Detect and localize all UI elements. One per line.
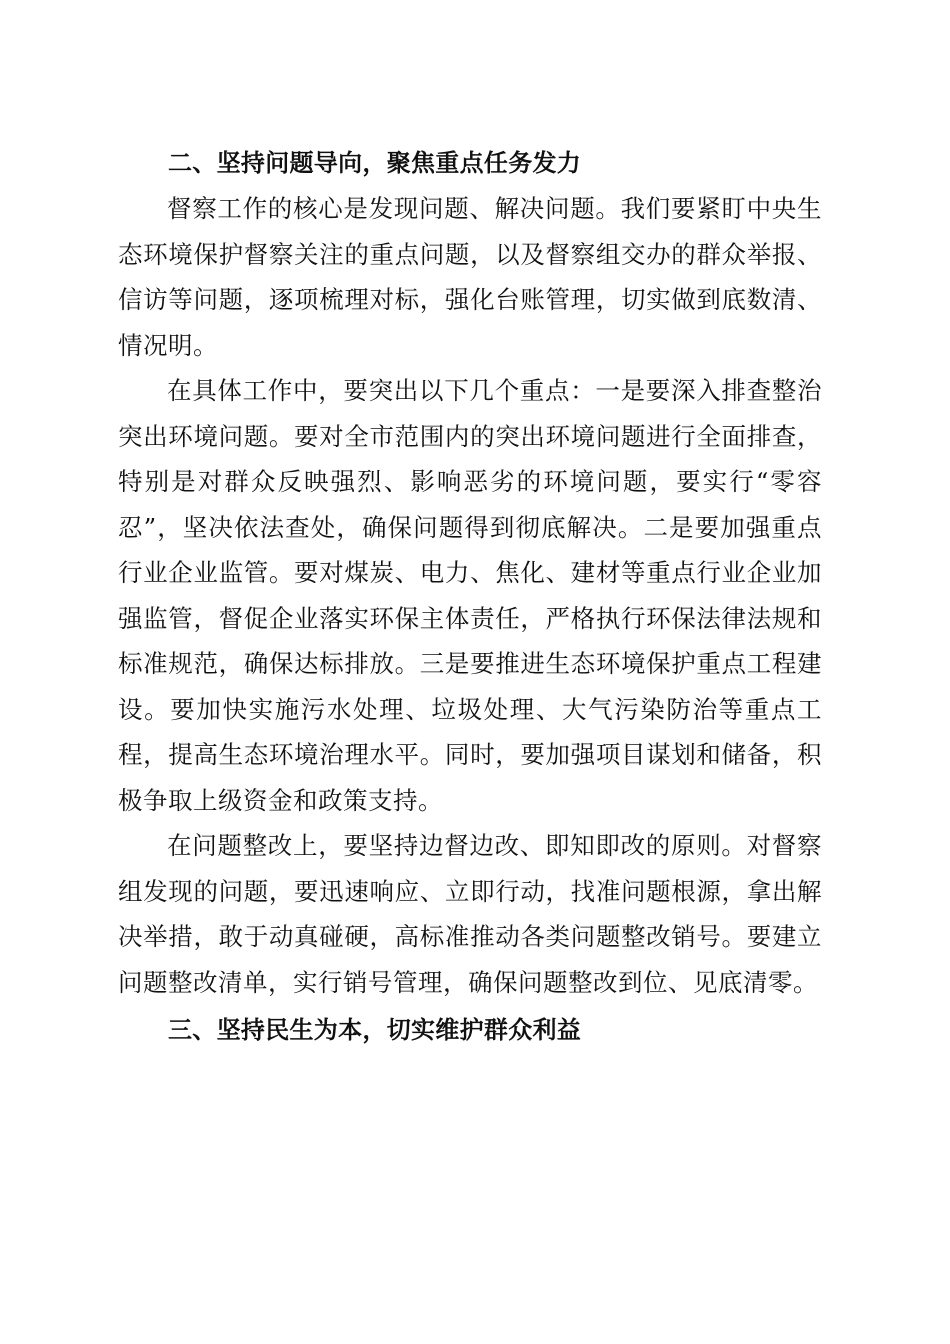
paragraph-key-work-points: 在具体工作中，要突出以下几个重点：一是要深入排查整治突出环境问题。要对全市范围内的突出环境问题进行全面排查，特别是对群众反映强烈、影响恶劣的环境问题，要实行“零容忍”，坚决依法查处，确保问题得到彻底解决。二是要加强重点行业企业监管。要对煤炭、电力、焦化、建材等重点行业企业加强监管，督促企业落实环保主体责任，严格执行环保法律法规和标准规范，确保达标排放。三是要推进生态环境保护重点工程建设。要加快实施污水处理、垃圾处理、大气污染防治等重点工程，提高生态环境治理水平。同时，要加强项目谋划和储备，积极争取上级资金和政策支持。: [118, 376, 822, 815]
paragraph-rectification: 在问题整改上，要坚持边督边改、即知即改的原则。对督察组发现的问题，要迅速响应、立即行动，找准问题根源，拿出解决举措，敢于动真碰硬，高标准推动各类问题整改销号。要建立问题整改清单，实行销号管理，确保问题整改到位、见底清零。: [118, 831, 822, 997]
document-body: [118, 140, 822, 1053]
section-heading-three: 三、坚持民生为本，切实维护群众利益: [168, 1016, 582, 1044]
paragraph-core-of-inspection: 督察工作的核心是发现问题、解决问题。我们要紧盯中央生态环境保护督察关注的重点问题，以及督察组交办的群众举报、信访等问题，逐项梳理对标，强化台账管理，切实做到底数清、情况明。: [118, 194, 822, 360]
section-heading-two: 二、坚持问题导向，聚焦重点任务发力: [168, 149, 582, 177]
